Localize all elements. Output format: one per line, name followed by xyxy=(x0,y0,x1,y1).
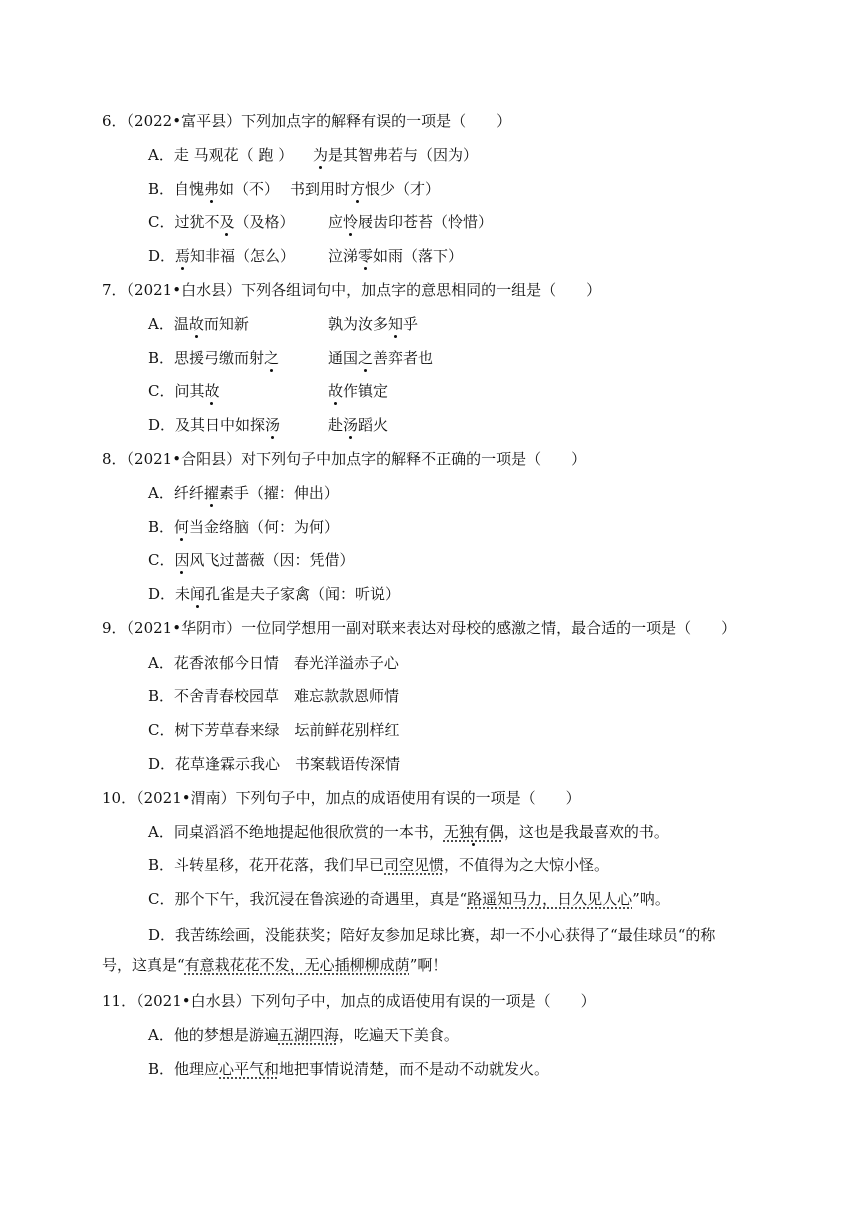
option-text: C．那个下午，我沉浸在鲁滨逊的奇遇里，真是“ xyxy=(148,890,468,908)
dotted-char: 因 xyxy=(174,551,190,569)
question-8: 8．（2021•合阳县）对下列句子中加点字的解释不正确的一项是（ ） xyxy=(102,450,587,468)
option-text: 知非福（怎么） xyxy=(190,247,296,265)
option-text: ） xyxy=(463,146,479,164)
q7-option-d[interactable] xyxy=(148,415,389,435)
option-text: A．同桌滔滔不绝地提起他很欣赏的一本书， xyxy=(148,823,444,841)
dotted-char: 焉 xyxy=(175,247,191,265)
option-text: 地把事情说清楚，而不是动不动就发火。 xyxy=(279,1060,550,1078)
dotted-char: 汤 xyxy=(343,416,359,434)
option-text: B．思援弓缴而射 xyxy=(148,349,265,367)
option-text: 如雨（落下） xyxy=(373,247,464,265)
option-text: ） xyxy=(278,146,294,164)
dotted-idiom: 路遥知马力，日久见人心 xyxy=(467,890,633,908)
q6-option-d[interactable] xyxy=(148,246,464,266)
option-text: 应 xyxy=(328,213,344,231)
q9-option-a[interactable]: A．花香浓郁今日情 春光洋溢赤子心 xyxy=(148,654,399,672)
q7-option-c[interactable] xyxy=(148,381,389,401)
q8-option-a[interactable] xyxy=(148,483,339,503)
q11-option-a[interactable] xyxy=(148,1025,459,1045)
option-text: C．问其 xyxy=(148,382,205,400)
option-text: B．他理应 xyxy=(148,1060,220,1078)
option-text: B．自愧 xyxy=(148,180,205,198)
option-text: C．过犹不 xyxy=(148,213,220,231)
q6-option-a[interactable] xyxy=(148,145,479,165)
dotted-idiom: 司空见惯 xyxy=(384,856,445,874)
question-10: 10．（2021•渭南）下列句子中，加点的成语使用有误的一项是（ ） xyxy=(102,789,581,807)
q7-option-a[interactable] xyxy=(148,314,419,334)
option-text: 素手（擢：伸出） xyxy=(218,484,339,502)
option-text: （及格） xyxy=(234,213,295,231)
dotted-char: 故 xyxy=(328,382,344,400)
dotted-char: 为 xyxy=(313,146,329,164)
dotted-char: 怜 xyxy=(343,213,359,231)
q7-option-b[interactable] xyxy=(148,348,434,368)
q10-option-a[interactable] xyxy=(148,822,669,842)
dotted-char: 闻 xyxy=(190,585,206,603)
option-text: D． xyxy=(148,247,176,265)
option-text: 马观花（ xyxy=(193,146,254,164)
option-text: A．温 xyxy=(148,315,189,333)
dotted-char: 弗 xyxy=(204,180,220,198)
option-text: A．纤纤 xyxy=(148,484,204,502)
q9-option-d[interactable]: D．花草逢霖示我心 书案载语传深情 xyxy=(148,755,401,773)
q6-option-b[interactable] xyxy=(148,179,441,199)
dotted-char: 故 xyxy=(188,315,204,333)
dotted-char: 何 xyxy=(174,518,190,536)
option-text: D．及其日中如探 xyxy=(148,416,266,434)
option-text: ，吃遍天下美食。 xyxy=(338,1026,459,1044)
dotted-char: 之 xyxy=(358,349,374,367)
q10-option-c[interactable] xyxy=(148,889,670,909)
question-6: 6．（2022•富平县）下列加点字的解释有误的一项是（ ） xyxy=(102,112,512,130)
option-text: 屐齿印苍苔（怜惜） xyxy=(358,213,494,231)
option-text: 泣涕 xyxy=(328,247,359,265)
option-text: 当金络脑（何：为何） xyxy=(189,518,340,536)
option-text: 孔雀是夫子家禽（闻：听说） xyxy=(205,585,401,603)
q9-option-b[interactable]: B．不舍青春校园草 难忘款款恩师情 xyxy=(148,687,400,705)
q9-option-c[interactable]: C．树下芳草春来绿 坛前鲜花别样红 xyxy=(148,721,400,739)
option-text: 书到用时 xyxy=(290,180,351,198)
q11-option-b[interactable] xyxy=(148,1059,549,1079)
option-text: 孰为汝多 xyxy=(328,315,389,333)
option-text: 蹈火 xyxy=(358,416,389,434)
option-text: ”呐。 xyxy=(632,890,670,908)
question-11: 11．（2021•白水县）下列句子中，加点的成语使用有误的一项是（ ） xyxy=(102,992,596,1010)
option-text: B．斗转星移，花开花落，我们早已 xyxy=(148,856,385,874)
q8-option-c[interactable] xyxy=(148,550,355,570)
option-text: C． xyxy=(148,551,175,569)
option-text: ，不值得为之大惊小怪。 xyxy=(444,856,610,874)
q8-option-d[interactable] xyxy=(148,584,400,604)
dotted-idiom: 有意栽花花不发，无心插柳柳成荫 xyxy=(184,956,410,974)
option-text: 风飞过蔷薇（因：凭借） xyxy=(189,551,355,569)
option-text: 善弈者也 xyxy=(373,349,434,367)
dotted-char: 之 xyxy=(264,349,280,367)
option-text: 因为 xyxy=(433,146,464,164)
q10-option-d[interactable] xyxy=(102,920,742,980)
dotted-char: 及 xyxy=(219,213,235,231)
dotted-char: 零 xyxy=(358,247,374,265)
option-text: 而知新 xyxy=(203,315,249,333)
option-text: 乎 xyxy=(403,315,419,333)
option-text: 如（不） xyxy=(219,180,280,198)
dotted-char: 方 xyxy=(350,180,366,198)
dotted-idiom: 无独有偶 xyxy=(443,823,504,841)
dotted-char: 故 xyxy=(204,382,220,400)
option-text: 作镇定 xyxy=(343,382,389,400)
question-7: 7．（2021•白水县）下列各组词句中，加点字的意思相同的一组是（ ） xyxy=(102,281,602,299)
dotted-char: 汤 xyxy=(265,416,281,434)
option-text: 恨少（才） xyxy=(365,180,441,198)
option-text: ”啊！ xyxy=(409,956,448,974)
dotted-char: 擢 xyxy=(203,484,219,502)
dotted-idiom: 五湖四海 xyxy=(278,1026,339,1044)
option-text: B． xyxy=(148,518,175,536)
dotted-char: 知 xyxy=(388,315,404,333)
question-9: 9．（2021•华阴市）一位同学想用一副对联来表达对母校的感激之情，最合适的一项是（ ） xyxy=(102,619,737,637)
q8-option-b[interactable] xyxy=(148,517,339,537)
option-text: D．未 xyxy=(148,585,191,603)
option-text: 跑 xyxy=(258,146,274,164)
option-text: ，这也是我最喜欢的书。 xyxy=(503,823,669,841)
option-text: 赴 xyxy=(328,416,344,434)
option-text: 通国 xyxy=(328,349,359,367)
option-text: A．走 xyxy=(148,146,189,164)
option-text: A．他的梦想是游遍 xyxy=(148,1026,279,1044)
option-text: 是其智弗若与（ xyxy=(328,146,434,164)
q6-option-c[interactable] xyxy=(148,212,494,232)
q10-option-b[interactable] xyxy=(148,855,609,875)
dotted-idiom: 心平气和 xyxy=(219,1060,280,1078)
option-text: D．我苦练绘画，没能获奖；陪好友参加足球比赛，却一不小心获得了“最佳球员“的称号，这真是“ xyxy=(102,926,716,974)
